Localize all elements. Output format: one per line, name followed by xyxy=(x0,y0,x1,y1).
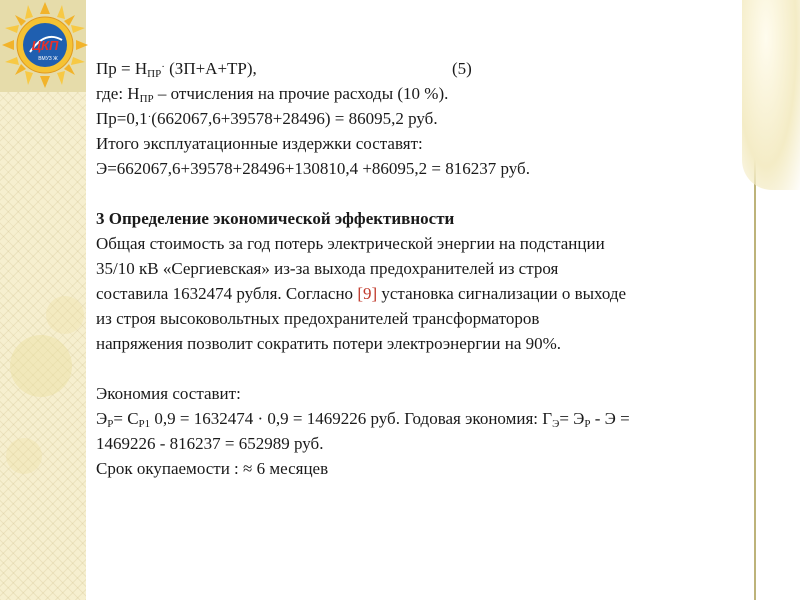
paragraph-line: 35/10 кВ «Сергиевская» из-за выхода предохранителей из строя xyxy=(96,259,559,278)
text: - Э = xyxy=(590,409,630,428)
ckp-logo xyxy=(0,0,90,90)
spacer xyxy=(96,356,796,381)
paragraph-line: напряжения позволит сократить потери электроэнергии на 90%. xyxy=(96,334,562,353)
formula-5-line xyxy=(96,56,796,81)
text: где: Н xyxy=(96,84,140,103)
text: Пр=0,1 xyxy=(96,109,148,128)
savings-result: 1469226 - 816237 = 652989 руб. xyxy=(96,434,324,453)
subscript: Р1 xyxy=(138,418,151,430)
subscript: Э xyxy=(552,418,560,430)
subscript: ПР xyxy=(139,93,154,105)
where-line xyxy=(96,81,796,106)
decor-circle xyxy=(6,438,42,474)
text: = С xyxy=(113,409,139,428)
multiply-dot: · xyxy=(147,111,152,123)
total-costs-intro: Итого эксплуатационные издержки составят: xyxy=(96,134,423,153)
text: Пр = Н xyxy=(96,59,148,78)
document-body xyxy=(96,56,796,481)
text: (662067,6+39578+28496) = 86095,2 руб. xyxy=(151,109,438,128)
logo-subtext: ВМУЗ Ж xyxy=(38,56,58,62)
payback-period: Срок окупаемости : ≈ 6 месяцев xyxy=(96,459,329,478)
calc-line xyxy=(96,106,796,131)
savings-formula xyxy=(96,406,796,431)
text: (ЗП+А+ТР), xyxy=(164,59,257,78)
paragraph-line xyxy=(96,281,796,306)
text: – отчисления на прочие расходы (10 %). xyxy=(153,84,449,103)
subscript: ПР xyxy=(147,68,162,80)
paragraph-line: из строя высоковольтных предохранителей трансформаторов xyxy=(96,309,540,328)
logo-text: ЦКП xyxy=(31,38,59,53)
decor-circle xyxy=(46,296,84,334)
text: установка сигнализации о выходе xyxy=(377,284,627,303)
reference-link[interactable]: [9] xyxy=(357,284,378,303)
formula-number: (5) xyxy=(452,59,472,78)
subscript: Р xyxy=(584,418,591,430)
subscript: Р xyxy=(107,418,114,430)
total-costs-formula: Э=662067,6+39578+28496+130810,4 +86095,2 = 816237 руб. xyxy=(96,159,530,178)
spacer xyxy=(96,181,796,206)
savings-intro: Экономия составит: xyxy=(96,384,241,403)
decor-circle xyxy=(10,335,72,397)
multiply-dot: · xyxy=(161,61,165,73)
text: Э xyxy=(96,409,108,428)
paragraph-line: Общая стоимость за год потерь электрической энергии на подстанции xyxy=(96,234,605,253)
text: 0,9 = 1632474 · 0,9 = 1469226 руб. Годовая экономия: Г xyxy=(150,409,553,428)
text: составила 1632474 рубля. Согласно xyxy=(96,284,358,303)
section-heading: 3 Определение экономической эффективности xyxy=(96,209,455,228)
text: = Э xyxy=(559,409,585,428)
